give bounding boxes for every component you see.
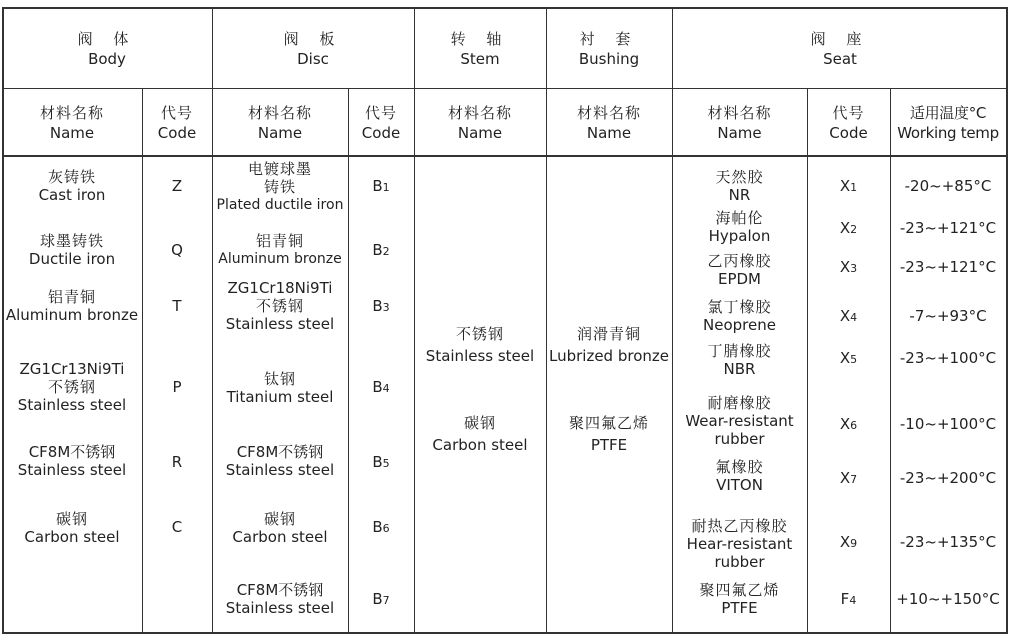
- bushing-name-subheader: 材料名称 Name: [576, 104, 641, 142]
- stem-name-subheader: 材料名称 Name: [447, 104, 512, 142]
- seat-temp: -20~+85°C: [904, 177, 992, 195]
- subheader-divider: [2, 155, 1008, 157]
- seat-temp: -23~+135°C: [899, 533, 997, 551]
- seat-header-en: Seat: [823, 50, 857, 68]
- disc-row-aluminum-bronze: 铝青铜 Aluminum bronze: [218, 232, 342, 267]
- seat-row-epdm: 乙丙橡胶 EPDM: [707, 252, 772, 288]
- bushing-header-en: Bushing: [578, 50, 640, 68]
- body-row-ductile-iron: 球墨铸铁 Ductile iron: [28, 232, 116, 268]
- body-row-aluminum-bronze: 铝青铜 Aluminum bronze: [5, 288, 139, 324]
- disc-code: B2: [372, 241, 390, 259]
- seat-row-heat-resistant: 耐热乙丙橡胶 Hear-resistant rubber: [686, 517, 793, 571]
- seat-row-ptfe: 聚四氟乙烯 PTFE: [699, 581, 780, 617]
- seat-temp: -23~+200°C: [899, 469, 997, 487]
- body-code: R: [171, 453, 183, 471]
- body-row-cast-iron: 灰铸铁 Cast iron: [38, 168, 106, 204]
- disc-header-en: Disc: [297, 50, 329, 68]
- stem-row-carbon-steel: 碳钢 Carbon steel: [432, 414, 528, 454]
- divider-disc-code: [348, 88, 349, 634]
- table-top-border: [2, 7, 1008, 9]
- disc-row-zg1cr18ni9ti: ZG1Cr18Ni9Ti 不锈钢 Stainless steel: [225, 279, 335, 333]
- disc-row-cf8m: CF8M不锈钢 Stainless steel: [225, 443, 335, 479]
- seat-row-nr: 天然胶 NR: [715, 168, 764, 204]
- seat-row-wear-resistant: 耐磨橡胶 Wear-resistant rubber: [685, 394, 794, 448]
- seat-temp: +10~+150°C: [896, 590, 1000, 608]
- table-right-border: [1006, 7, 1008, 634]
- seat-code: F4: [840, 590, 857, 608]
- seat-code: X5: [839, 349, 858, 367]
- table-bottom-border: [2, 632, 1008, 634]
- group-header-bushing: [546, 29, 672, 69]
- body-code: Q: [171, 241, 183, 259]
- divider-disc-stem: [414, 7, 415, 634]
- divider-body-code: [142, 88, 143, 634]
- seat-temp: -23~+121°C: [899, 258, 997, 276]
- group-header-body: [2, 29, 212, 69]
- disc-row-titanium-steel: 钛钢 Titanium steel: [226, 370, 334, 406]
- seat-code: X9: [839, 533, 858, 551]
- stem-header-en: Stem: [460, 50, 500, 68]
- stem-row-stainless-steel: 不锈钢 Stainless steel: [425, 325, 535, 365]
- disc-code: B5: [372, 453, 390, 471]
- disc-code-subheader: 代号 Code: [361, 104, 401, 142]
- group-header-disc: [212, 29, 414, 69]
- seat-code: X7: [839, 469, 858, 487]
- disc-code: B4: [372, 378, 390, 396]
- seat-temp: -23~+121°C: [899, 219, 997, 237]
- bushing-header-zh: 衬 套: [579, 30, 639, 48]
- body-header-en: Body: [88, 50, 126, 68]
- disc-code: B3: [372, 297, 390, 315]
- group-header-stem: [414, 29, 546, 69]
- seat-temp: -23~+100°C: [899, 349, 997, 367]
- seat-name-subheader: 材料名称 Name: [707, 104, 772, 142]
- seat-row-hypalon: 海帕伦 Hypalon: [708, 209, 771, 245]
- seat-row-viton: 氟橡胶 VITON: [715, 458, 764, 494]
- body-header-zh: 阀 体: [77, 30, 137, 48]
- bushing-row-ptfe: 聚四氟乙烯 PTFE: [568, 414, 649, 454]
- seat-temp: -7~+93°C: [909, 307, 987, 325]
- seat-code-subheader: 代号 Code: [829, 104, 868, 142]
- disc-name-subheader: 材料名称 Name: [247, 104, 312, 142]
- materials-table: [2, 7, 1008, 634]
- seat-row-nbr: 丁腈橡胶 NBR: [707, 342, 772, 378]
- body-name-subheader: 材料名称 Name: [39, 104, 104, 142]
- seat-temp: -10~+100°C: [899, 415, 997, 433]
- seat-temp-subheader: 适用温度°C Working temp: [897, 104, 999, 142]
- disc-row-cf8m-2: CF8M不锈钢 Stainless steel: [225, 581, 335, 617]
- seat-code: X6: [839, 415, 858, 433]
- disc-row-plated-ductile-iron: 电镀球墨 铸铁 Plated ductile iron: [216, 160, 344, 213]
- seat-code: X1: [839, 177, 858, 195]
- disc-code: B6: [372, 518, 390, 536]
- disc-code: B7: [372, 590, 390, 608]
- body-code: P: [172, 378, 182, 396]
- disc-row-carbon-steel: 碳钢 Carbon steel: [232, 510, 328, 546]
- header-divider: [2, 88, 1008, 89]
- seat-row-neoprene: 氯丁橡胶 Neoprene: [703, 298, 776, 334]
- body-code: Z: [171, 177, 183, 195]
- body-row-zg1cr13ni9ti: ZG1Cr13Ni9Ti 不锈钢 Stainless steel: [17, 360, 127, 414]
- body-code: C: [171, 518, 183, 536]
- body-code: T: [172, 297, 182, 315]
- body-row-carbon-steel: 碳钢 Carbon steel: [24, 510, 120, 546]
- disc-code: B1: [372, 177, 390, 195]
- body-row-cf8m: CF8M不锈钢 Stainless steel: [17, 443, 127, 479]
- body-code-subheader: 代号 Code: [157, 104, 197, 142]
- disc-header-zh: 阀 板: [283, 30, 343, 48]
- stem-header-zh: 转 轴: [450, 30, 510, 48]
- seat-code: X2: [839, 219, 858, 237]
- group-header-seat: [672, 29, 1008, 69]
- seat-code: X4: [839, 307, 858, 325]
- bushing-row-lubrized-bronze: 润滑青铜 Lubrized bronze: [549, 325, 669, 365]
- seat-header-zh: 阀 座: [810, 30, 870, 48]
- seat-code: X3: [839, 258, 858, 276]
- divider-stem-bushing: [546, 7, 547, 634]
